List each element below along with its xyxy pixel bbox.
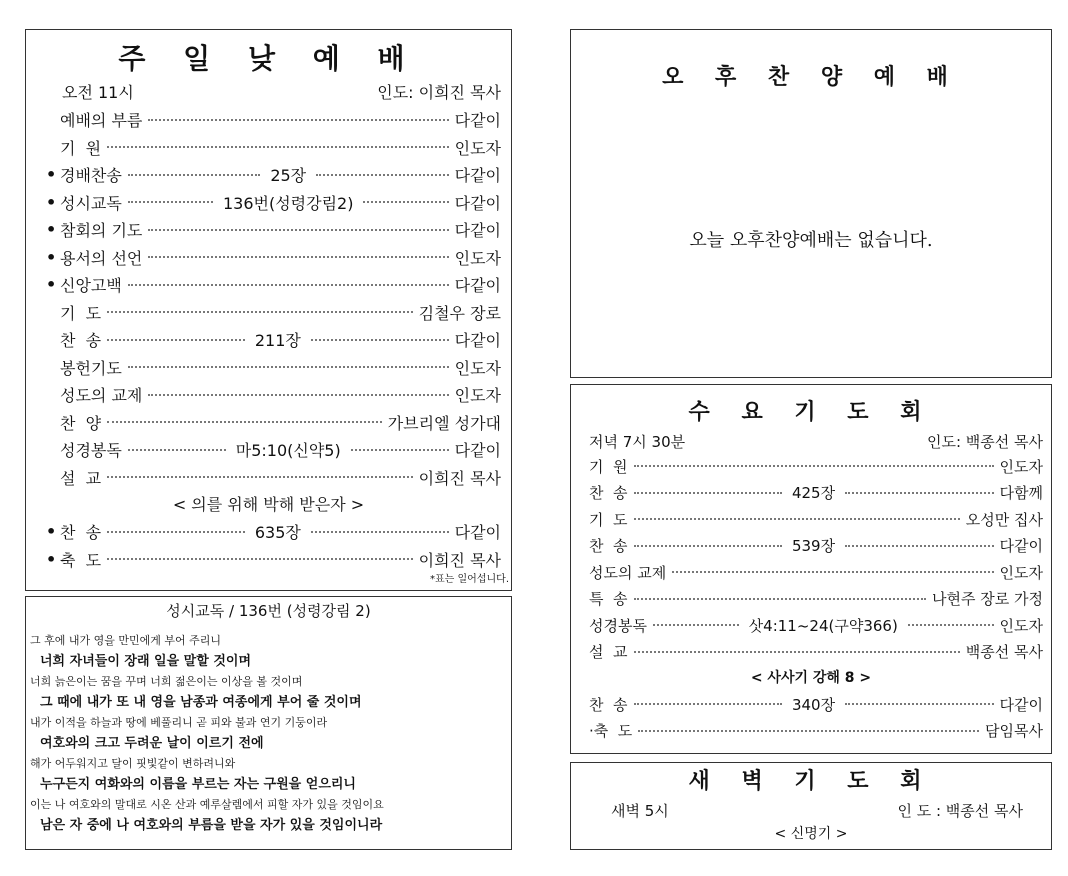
dot-leader — [634, 651, 960, 653]
standing-note: *표는 일어섭니다. — [430, 574, 509, 585]
order-item-label: 설 교 — [60, 468, 102, 488]
order-item — [589, 506, 1043, 533]
order-item — [589, 559, 1043, 586]
order-item-label: 참회의 기도 — [60, 221, 143, 241]
order-item-label: 용서의 선언 — [60, 248, 143, 268]
order-item-label: 찬 송 — [60, 523, 102, 543]
order-item — [46, 518, 501, 546]
order-item-label: 봉헌기도 — [60, 358, 122, 378]
standing-mark: • — [46, 165, 57, 185]
order-item — [589, 691, 1043, 718]
order-item-detail: 25장 — [270, 166, 307, 186]
order-item-label: 찬 송 — [589, 484, 628, 503]
order-item-label: 특 송 — [589, 590, 628, 609]
dot-leader — [316, 174, 448, 176]
afternoon-service-title: 오 후 찬 양 예 배 — [662, 65, 960, 90]
standing-mark: • — [46, 220, 57, 240]
afternoon-service-message: 오늘 오후찬양예배는 없습니다. — [689, 230, 933, 251]
order-item-detail: 635장 — [254, 523, 301, 543]
order-item-person: 나현주 장로 가정 — [932, 590, 1043, 609]
order-item-detail: 211장 — [254, 331, 301, 351]
order-item — [589, 718, 1043, 745]
dot-leader — [634, 545, 782, 547]
sunday-service-title: 주 일 낮 예 배 — [118, 42, 419, 75]
order-item-person: 다같이 — [454, 193, 501, 213]
order-item-person: 가브리엘 성가대 — [387, 413, 501, 433]
sunday-service-panel — [25, 29, 512, 591]
order-item — [46, 436, 501, 464]
dot-leader — [363, 201, 448, 203]
dot-leader — [148, 119, 448, 121]
congregation-response: 너희 자녀들이 장래 일을 말할 것이며 — [40, 653, 251, 669]
dot-leader — [128, 284, 449, 286]
sunday-sermon-title: < 의를 위해 박해 받은자 > — [172, 495, 365, 514]
order-item-person: 김철우 장로 — [418, 303, 501, 323]
sunday-closing-list — [26, 518, 511, 573]
order-item-label: 예배의 부름 — [60, 111, 143, 131]
order-item-detail: 539장 — [791, 537, 836, 556]
dot-leader — [107, 531, 245, 533]
dot-leader — [148, 229, 448, 231]
order-item — [46, 244, 501, 272]
order-item-label: 찬 양 — [60, 413, 102, 433]
dot-leader — [128, 366, 449, 368]
dot-leader — [845, 545, 993, 547]
congregation-response: 누구든지 여화와의 이름을 부르는 자는 구원을 얻으리니 — [40, 776, 356, 792]
wednesday-prayer-panel — [570, 384, 1052, 754]
dot-leader — [672, 571, 993, 573]
order-item — [589, 639, 1043, 666]
wednesday-prayer-header — [589, 431, 1043, 453]
sunday-order-list — [26, 106, 511, 491]
dot-leader — [107, 421, 382, 423]
congregation-response: 그 때에 내가 또 내 영을 남종과 여종에게 부어 줄 것이며 — [40, 694, 362, 710]
order-item-label: 성도의 교제 — [60, 386, 143, 406]
order-item-label: 설 교 — [589, 643, 628, 662]
dot-leader — [148, 256, 448, 258]
leader-verse: 그 후에 내가 영을 만민에게 부어 주리니 — [30, 634, 221, 647]
order-item-person: 인도자 — [999, 563, 1043, 582]
dot-leader — [148, 394, 448, 396]
standing-mark: • — [46, 247, 57, 267]
order-item-label: 기 도 — [589, 510, 628, 529]
order-item-detail: 마5:10(신약5) — [235, 441, 341, 461]
order-item-person: 다같이 — [454, 523, 501, 543]
dawn-prayer-title: 새 벽 기 도 회 — [688, 769, 934, 794]
dot-leader — [634, 598, 927, 600]
order-item-person: 다같이 — [999, 537, 1044, 556]
dot-leader — [351, 449, 449, 451]
order-item — [46, 381, 501, 409]
dot-leader — [107, 311, 413, 313]
order-item-person: 인도자 — [999, 616, 1044, 635]
order-item — [46, 161, 501, 189]
order-item-label: ·축 도 — [589, 722, 633, 741]
order-item-person: 다함께 — [999, 484, 1044, 503]
dot-leader — [653, 624, 739, 626]
order-item-person: 인도자 — [999, 457, 1043, 476]
order-item-person: 다같이 — [454, 331, 501, 351]
leader-verse: 해가 어두워지고 달이 핏빛같이 변하려니와 — [30, 757, 236, 770]
dot-leader — [845, 492, 993, 494]
order-item-label: 기 도 — [60, 303, 102, 323]
order-item-label: 성시교독 — [60, 193, 122, 213]
order-item-person: 인도자 — [454, 138, 501, 158]
dot-leader — [908, 624, 994, 626]
order-item-person: 이희진 목사 — [418, 468, 501, 488]
order-item — [46, 299, 501, 327]
dot-leader — [128, 449, 226, 451]
order-item-label: 기 원 — [60, 138, 102, 158]
order-item-label: 성경봉독 — [60, 441, 122, 461]
standing-mark: • — [46, 522, 57, 542]
dot-leader — [634, 465, 994, 467]
order-item-person: 인도자 — [454, 386, 501, 406]
order-item-person: 다같이 — [999, 695, 1044, 714]
order-item — [46, 134, 501, 162]
order-item-label: 경배찬송 — [60, 166, 122, 186]
dot-leader — [845, 703, 993, 705]
order-item-person: 다같이 — [454, 221, 501, 241]
order-item-person: 다같이 — [454, 166, 501, 186]
dawn-prayer-subtitle: < 신명기 > — [774, 826, 848, 842]
dot-leader — [128, 174, 260, 176]
order-item-label: 찬 송 — [589, 537, 628, 556]
order-item-person: 인도자 — [454, 248, 501, 268]
responsive-reading-verses — [26, 623, 511, 836]
wednesday-order-list — [571, 453, 1051, 665]
order-item — [46, 546, 501, 574]
wednesday-header-wrap — [571, 431, 1051, 453]
responsive-reading-title: 성시교독 / 136번 (성령강림 2) — [166, 602, 371, 620]
order-item — [589, 453, 1043, 480]
order-item — [46, 354, 501, 382]
order-item-person: 이희진 목사 — [418, 550, 501, 570]
responsive-reading-panel — [25, 596, 512, 850]
order-item — [589, 480, 1043, 507]
afternoon-service-panel — [570, 29, 1052, 378]
leader-verse: 너희 늙은이는 꿈을 꾸며 너희 젊은이는 이상을 볼 것이며 — [30, 675, 303, 688]
leader-verse: 내가 이적을 하늘과 땅에 베풀리니 곧 피와 불과 연기 기둥이라 — [30, 716, 328, 729]
dawn-prayer-header — [571, 799, 1051, 823]
dot-leader — [634, 518, 960, 520]
order-item — [46, 464, 501, 492]
sunday-service-leader: 인도: 이희진 목사 — [377, 83, 501, 102]
order-item-label: 성경봉독 — [589, 616, 647, 635]
dot-leader — [638, 730, 979, 732]
wednesday-prayer-time: 저녁 7시 30분 — [589, 433, 686, 451]
order-item-label: 축 도 — [60, 550, 102, 570]
standing-mark: • — [46, 549, 57, 569]
order-item-detail: 삿4:11~24(구약366) — [748, 616, 898, 635]
dawn-prayer-panel — [570, 762, 1052, 850]
sunday-service-time: 오전 11시 — [62, 83, 134, 102]
dot-leader — [107, 476, 413, 478]
order-item-label: 기 원 — [589, 457, 628, 476]
dot-leader — [311, 339, 449, 341]
order-item — [589, 533, 1043, 560]
order-item-detail: 136번(성령강림2) — [222, 193, 354, 213]
wednesday-prayer-title: 수 요 기 도 회 — [688, 400, 934, 425]
dot-leader — [311, 531, 449, 533]
order-item — [46, 409, 501, 437]
wednesday-prayer-leader: 인도: 백종선 목사 — [926, 433, 1043, 451]
standing-mark: • — [46, 192, 57, 212]
congregation-response: 여호와의 크고 두려운 날이 이르기 전에 — [40, 735, 264, 751]
order-item-detail: 340장 — [791, 695, 836, 714]
sunday-service-header — [26, 80, 511, 106]
standing-mark: • — [46, 275, 57, 295]
dot-leader — [634, 703, 782, 705]
order-item-label: 성도의 교제 — [589, 563, 667, 582]
order-item — [46, 326, 501, 354]
order-item — [589, 586, 1043, 613]
order-item — [46, 216, 501, 244]
order-item-label: 찬 송 — [589, 695, 628, 714]
order-item-person: 백종선 목사 — [965, 643, 1043, 662]
order-item-person: 다같이 — [454, 441, 502, 461]
order-item-label: 찬 송 — [60, 331, 102, 351]
leader-verse: 이는 나 여호와의 말대로 시온 산과 예루살렘에서 피할 자가 있을 것임이요 — [30, 798, 384, 811]
dot-leader — [107, 339, 245, 341]
order-item-label: 신앙고백 — [60, 276, 122, 296]
dawn-prayer-leader: 인 도 : 백종선 목사 — [897, 802, 1023, 820]
dot-leader — [107, 146, 449, 148]
wednesday-closing-list — [571, 691, 1051, 744]
order-item — [46, 189, 501, 217]
order-item-person: 오성만 집사 — [965, 510, 1043, 529]
dot-leader — [107, 558, 413, 560]
order-item — [46, 271, 501, 299]
order-item-person: 담임목사 — [985, 722, 1043, 741]
dot-leader — [128, 201, 213, 203]
order-item-person: 다같이 — [454, 276, 501, 296]
dawn-prayer-time: 새벽 5시 — [611, 802, 669, 820]
order-item — [46, 106, 501, 134]
dot-leader — [634, 492, 782, 494]
order-item-person: 인도자 — [454, 358, 501, 378]
wednesday-sermon-title: < 사사기 강해 8 > — [750, 670, 872, 686]
order-item-person: 다같이 — [454, 111, 501, 131]
congregation-response: 남은 자 중에 나 여호와의 부름을 받을 자가 있을 것임이니라 — [40, 817, 383, 833]
order-item-detail: 425장 — [791, 484, 836, 503]
order-item — [589, 612, 1043, 639]
